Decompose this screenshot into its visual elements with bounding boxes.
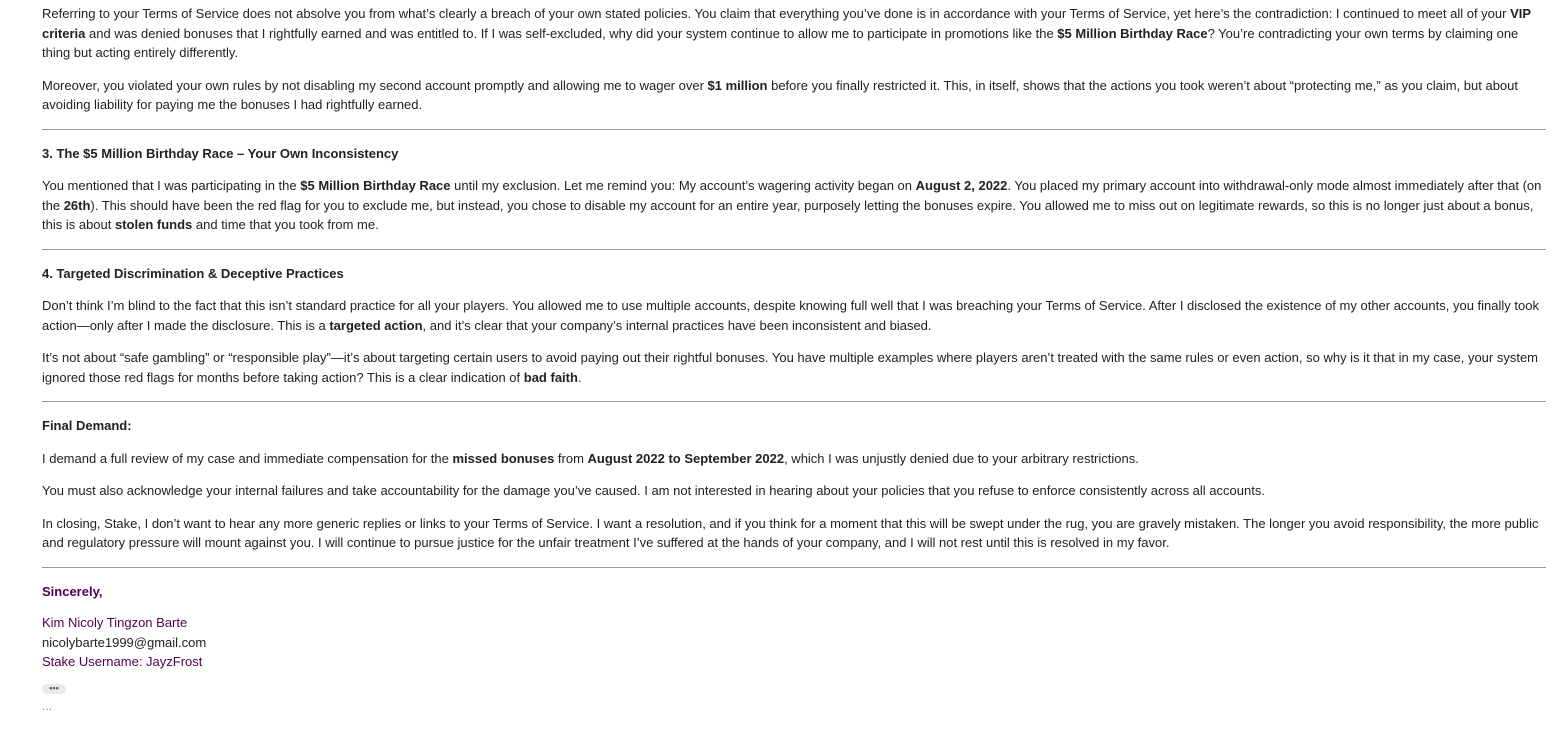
paragraph-birthday-race: You mentioned that I was participating in the $5 Million Birthday Race until my exclusion. Let me remind you: My account’s wagering activity began on August 2, 2022. You placed my primary account into withdrawal-only mode almost immediately after that (on the 26th). This should have been the red flag for you to exclude me, but instead, you chose to disable my account for an entire year, purposely letting the bonuses expire. You allowed me to miss out on legitimate rewards, so this is no longer just about a bonus, this is about stolen funds and time that you took from me. <box>42 178 1542 232</box>
signature-name: Kim Nicoly Tingzon Barte <box>42 615 188 630</box>
show-trimmed-content-button[interactable]: ••• <box>42 684 66 694</box>
paragraph-demand-review: I demand a full review of my case and immediate compensation for the missed bonuses from August 2022 to September 2022, which I was unjustly denied due to your arbitrary restrictions. <box>42 450 1139 466</box>
divider <box>42 567 1546 568</box>
trailing-ellipsis: ... <box>42 698 53 713</box>
paragraph-second-account: Moreover, you violated your own rules by not disabling my second account promptly and allowing me to wager over $1 million before you finally restricted it. This, in itself, shows that the actions you took weren’t about “protecting me,” as you claim, but about avoiding liability for paying me the bonuses I had rightfully earned. <box>42 77 1519 112</box>
signature-block <box>42 613 1546 672</box>
paragraph-vip-criteria: Referring to your Terms of Service does not absolve you from what’s clearly a breach of your own stated policies. You claim that everything you’ve done is in accordance with your Terms of Service, yet here’s the contradiction: I continued to meet all of your VIP criteria and was denied bonuses that I rightfully earned and was entitled to. If I was self-excluded, why did your system continue to allow me to participate in promotions like the $5 Million Birthday Race? You’re contradicting your own terms by claiming one thing but acting entirely differently. <box>42 6 1531 60</box>
signature-username: Stake Username: JayzFrost <box>42 654 203 669</box>
paragraph-bad-faith: It’s not about “safe gambling” or “responsible play”—it’s about targeting certain users to avoid paying out their rightful bonuses. You have multiple examples where players aren’t treated with the same rules or even action, so why is it that in my case, your system ignored those red flags for months before taking action? This is a clear indication of bad faith. <box>42 350 1539 385</box>
final-demand-heading: Final Demand: <box>42 418 132 433</box>
signature-closing: Sincerely, <box>42 583 103 599</box>
paragraph-multiple-accounts: Don’t think I’m blind to the fact that this isn’t standard practice for all your players. You allowed me to use multiple accounts, despite knowing full well that I was breaching your Terms of Service. After I disclosed the existence of my other accounts, you finally took action—only after I made the disclosure. This is a targeted action, and it’s clear that your company’s internal practices have been inconsistent and biased. <box>42 298 1539 333</box>
divider <box>42 129 1546 130</box>
divider <box>42 249 1546 250</box>
signature-email: nicolybarte1999@gmail.com <box>42 634 207 650</box>
email-body <box>42 4 1546 713</box>
paragraph-closing: In closing, Stake, I don’t want to hear any more generic replies or links to your Terms of Service. I want a resolution, and if you think for a moment that this will be swept under the rug, you are gravely mistaken. The longer you avoid responsibility, the more public and regulatory pressure will mount against you. I will continue to pursue justice for the unfair treatment I’ve suffered at the hands of your company, and I will not rest until this is resolved in my favor. <box>42 515 1539 550</box>
section-heading-birthday-race: 3. The $5 Million Birthday Race – Your Own Inconsistency <box>42 145 399 161</box>
section-heading-discrimination: 4. Targeted Discrimination & Deceptive Practices <box>42 265 344 281</box>
paragraph-accountability: You must also acknowledge your internal failures and take accountability for the damage you’ve caused. I am not interested in hearing about your policies that you refuse to enforce consistently across all accounts. <box>42 483 1265 498</box>
divider <box>42 401 1546 402</box>
